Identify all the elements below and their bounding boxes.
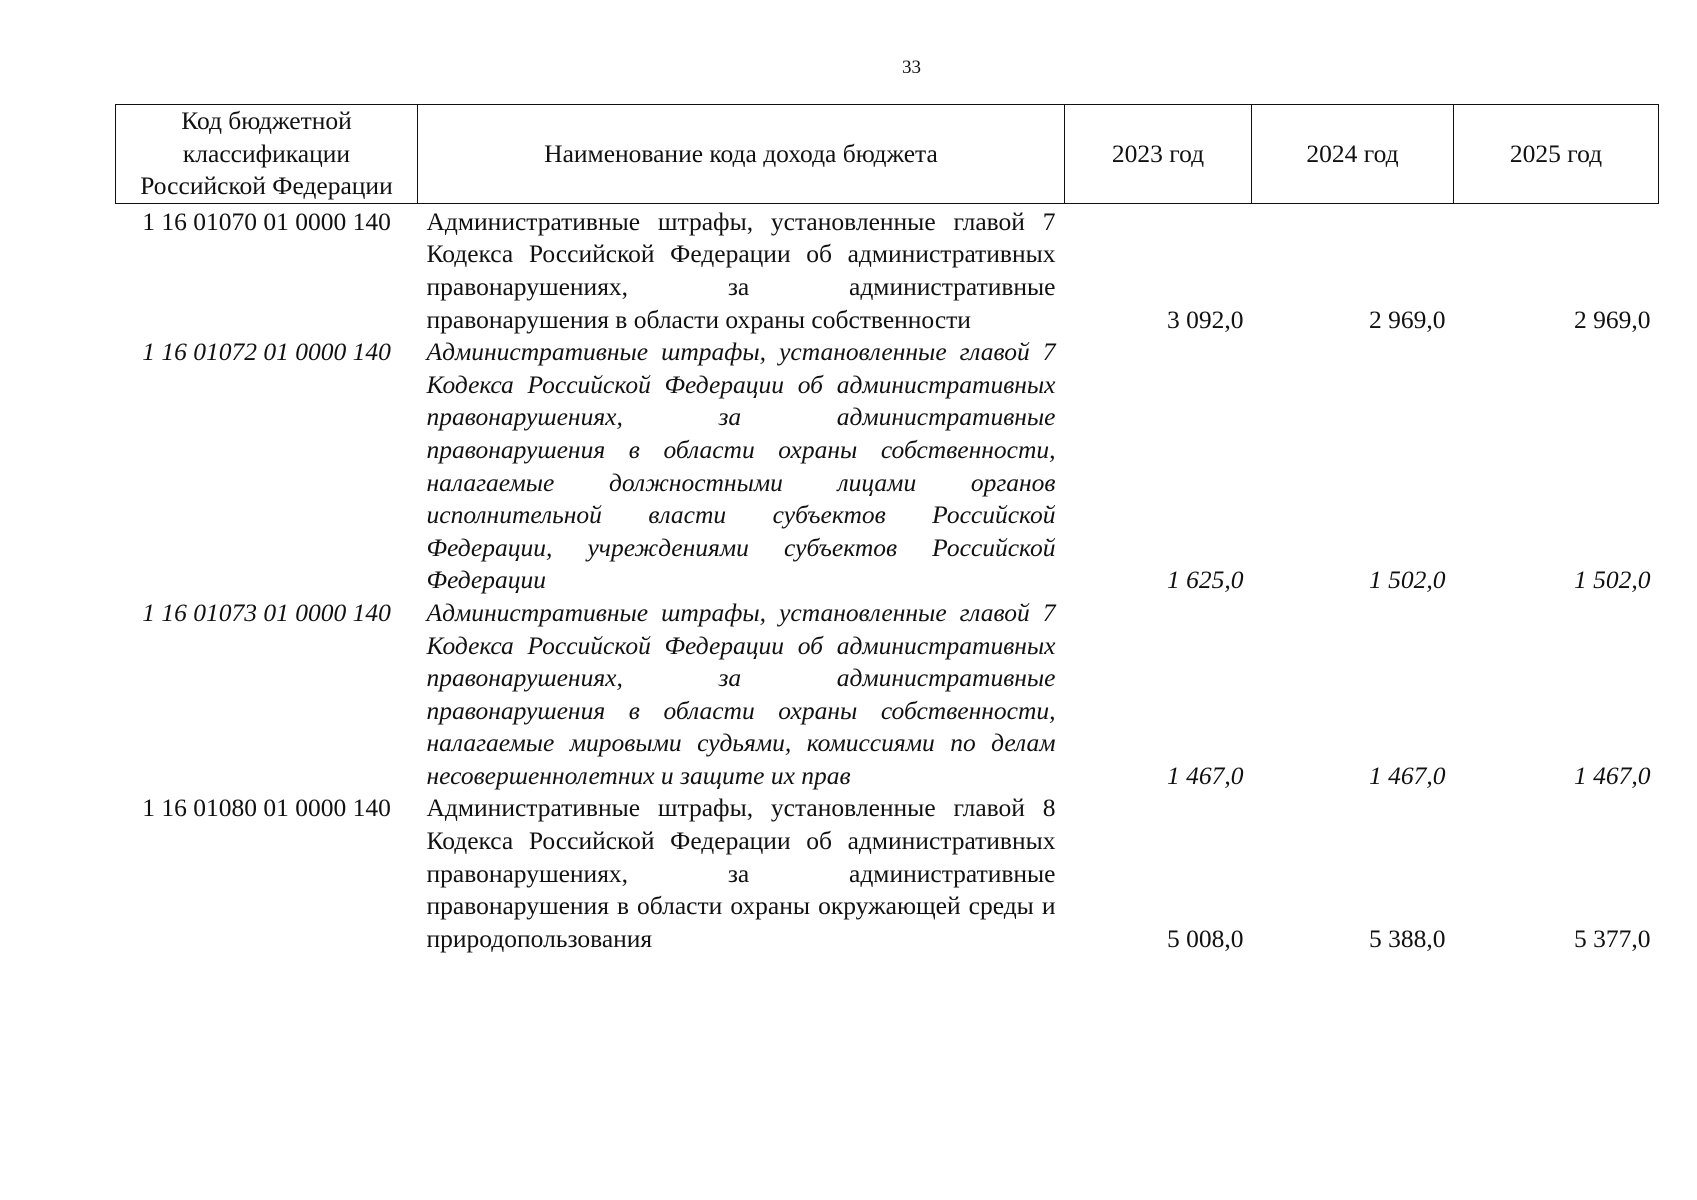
row-value-2023: 5 008,0: [1167, 923, 1244, 953]
row-code: 1 16 01072 01 0000 140: [142, 337, 391, 367]
table-row: [116, 597, 1659, 793]
table-row: [116, 203, 1659, 336]
row-value-2023: 1 467,0: [1167, 760, 1244, 790]
page-number: 33: [902, 57, 921, 78]
header-2024: 2024 год: [1252, 105, 1454, 204]
budget-revenue-table: [115, 104, 1659, 955]
row-value-2024: 5 388,0: [1369, 923, 1446, 953]
row-value-2025: 1 467,0: [1574, 760, 1651, 790]
row-code: 1 16 01080 01 0000 140: [142, 793, 391, 823]
row-code: 1 16 01073 01 0000 140: [142, 597, 391, 627]
header-2023: 2023 год: [1065, 105, 1252, 204]
row-name: Административные штрафы, установленные главой 8 Кодекса Российской Федерации об административных правонарушениях, за административные правонарушения в области охраны окружающей среды и природопользования: [426, 793, 1056, 953]
row-value-2024: 1 467,0: [1369, 760, 1446, 790]
row-code: 1 16 01070 01 0000 140: [142, 206, 391, 236]
row-value-2025: 5 377,0: [1574, 923, 1651, 953]
row-name: Административные штрафы, установленные главой 7 Кодекса Российской Федерации об административных правонарушениях, за административные правонарушения в области охраны собственности: [426, 206, 1056, 334]
table-row: [116, 792, 1659, 955]
row-value-2024: 1 502,0: [1369, 565, 1446, 595]
row-value-2023: 3 092,0: [1167, 304, 1244, 334]
table-header-row: [116, 105, 1659, 204]
header-2025: 2025 год: [1454, 105, 1659, 204]
row-name: Административные штрафы, установленные главой 7 Кодекса Российской Федерации об административных правонарушениях, за административные правонарушения в области охраны собственности, налагаемые должностными лицами органов исполнительной власти субъектов Российской Федерации, учреждениями субъектов Российской Федерации: [426, 337, 1056, 595]
row-value-2025: 1 502,0: [1574, 565, 1651, 595]
row-value-2024: 2 969,0: [1369, 304, 1446, 334]
header-name: Наименование кода дохода бюджета: [418, 105, 1065, 204]
header-code: Код бюджетной классификации Российской Федерации: [116, 105, 418, 204]
row-value-2023: 1 625,0: [1167, 565, 1244, 595]
row-name: Административные штрафы, установленные главой 7 Кодекса Российской Федерации об административных правонарушениях, за административные правонарушения в области охраны собственности, налагаемые мировыми судьями, комиссиями по делам несовершеннолетних и защите их прав: [426, 597, 1056, 790]
table-row: [116, 336, 1659, 597]
row-value-2025: 2 969,0: [1574, 304, 1651, 334]
